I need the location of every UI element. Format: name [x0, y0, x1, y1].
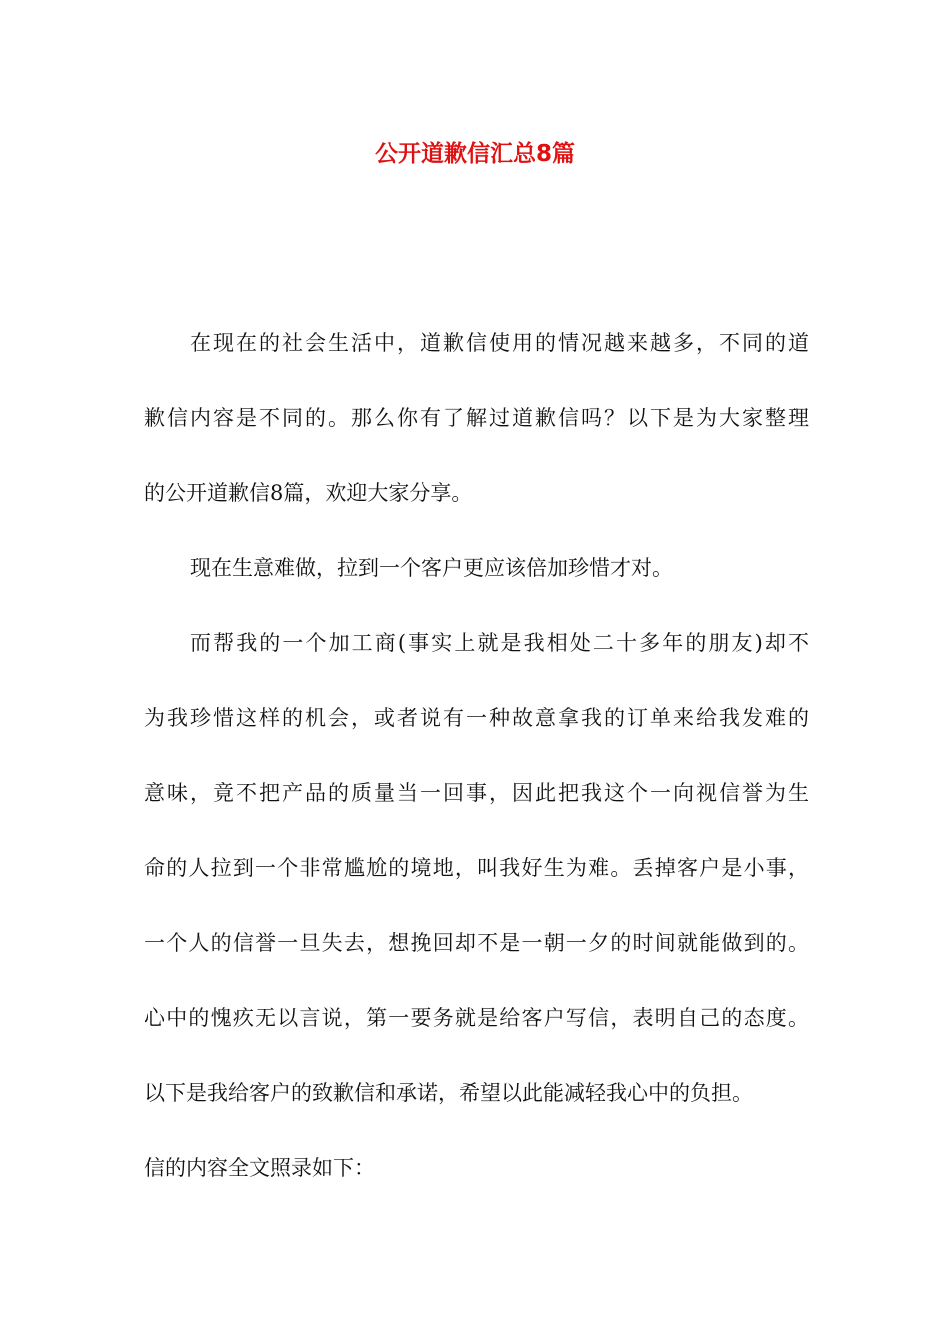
body-line: 而帮我的一个加工商(事实上就是我相处二十多年的朋友)却不	[190, 631, 809, 655]
body-line: 信的内容全文照录如下：	[144, 1156, 375, 1180]
body-line: 心中的愧疚无以言说，第一要务就是给客户写信，表明自己的态度。	[144, 1006, 809, 1030]
body-line: 意味，竟不把产品的质量当一回事，因此把我这个一向视信誉为生	[144, 781, 809, 805]
document-body	[144, 318, 809, 1218]
body-line: 一个人的信誉一旦失去，想挽回却不是一朝一夕的时间就能做到的。	[144, 931, 809, 955]
body-line: 在现在的社会生活中，道歉信使用的情况越来越多，不同的道	[190, 331, 809, 355]
body-line: 命的人拉到一个非常尴尬的境地，叫我好生为难。丢掉客户是小事，	[144, 856, 809, 880]
body-line: 的公开道歉信8篇，欢迎大家分享。	[144, 481, 473, 505]
body-line: 现在生意难做，拉到一个客户更应该倍加珍惜才对。	[190, 556, 673, 580]
body-line: 为我珍惜这样的机会，或者说有一种故意拿我的订单来给我发难的	[144, 706, 809, 730]
body-line: 歉信内容是不同的。那么你有了解过道歉信吗？以下是为大家整理	[144, 406, 809, 430]
body-line: 以下是我给客户的致歉信和承诺，希望以此能减轻我心中的负担。	[144, 1081, 753, 1105]
document-title: 公开道歉信汇总8篇	[374, 141, 575, 167]
